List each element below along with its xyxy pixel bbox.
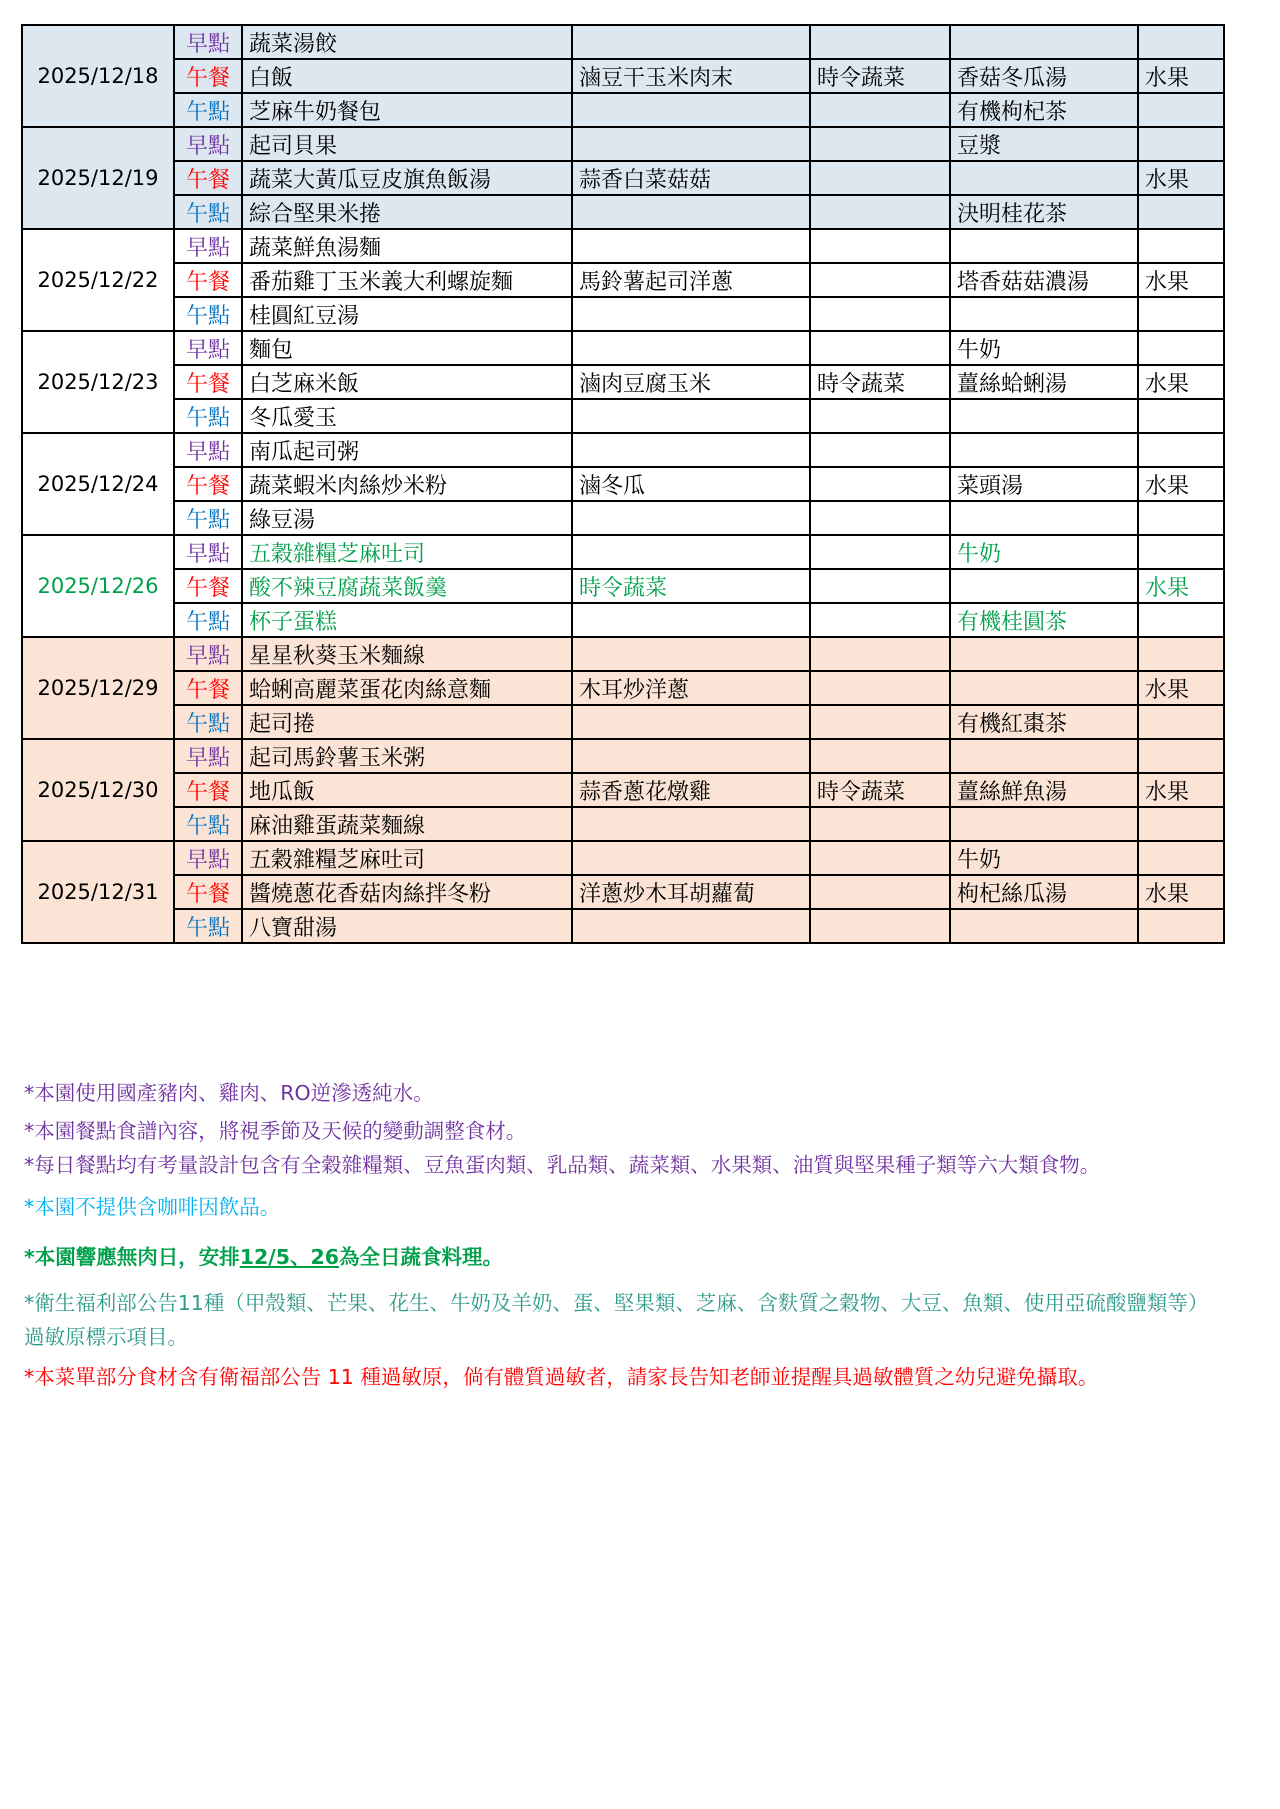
fruit-dish-cell: 水果 — [1138, 263, 1224, 297]
soup-dish-cell — [950, 229, 1138, 263]
table-row — [22, 467, 1224, 501]
fruit-dish-cell — [1138, 841, 1224, 875]
side-dish-cell: 滷冬瓜 — [572, 467, 810, 501]
main-dish-cell: 桂圓紅豆湯 — [242, 297, 572, 331]
veg-dish-cell: 時令蔬菜 — [810, 59, 950, 93]
table-row — [22, 909, 1224, 943]
main-dish-cell: 白飯 — [242, 59, 572, 93]
side-dish-cell: 時令蔬菜 — [572, 569, 810, 603]
fruit-dish-cell — [1138, 807, 1224, 841]
fruit-dish-cell — [1138, 195, 1224, 229]
meal-type-cell: 午點 — [174, 195, 242, 229]
soup-dish-cell: 有機紅棗茶 — [950, 705, 1138, 739]
soup-dish-cell: 薑絲鮮魚湯 — [950, 773, 1138, 807]
table-row — [22, 229, 1224, 263]
fruit-dish-cell: 水果 — [1138, 59, 1224, 93]
veg-dish-cell — [810, 739, 950, 773]
meal-type-cell: 午餐 — [174, 467, 242, 501]
table-row — [22, 25, 1224, 59]
table-row — [22, 807, 1224, 841]
side-dish-cell — [572, 807, 810, 841]
fruit-dish-cell — [1138, 705, 1224, 739]
main-dish-cell: 星星秋葵玉米麵線 — [242, 637, 572, 671]
meal-type-cell: 午餐 — [174, 161, 242, 195]
fruit-dish-cell — [1138, 637, 1224, 671]
soup-dish-cell: 薑絲蛤蜊湯 — [950, 365, 1138, 399]
main-dish-cell: 麵包 — [242, 331, 572, 365]
fruit-dish-cell — [1138, 399, 1224, 433]
side-dish-cell — [572, 603, 810, 637]
table-row — [22, 705, 1224, 739]
main-dish-cell: 五穀雜糧芝麻吐司 — [242, 841, 572, 875]
table-row — [22, 603, 1224, 637]
soup-dish-cell: 塔香菇菇濃湯 — [950, 263, 1138, 297]
side-dish-cell — [572, 127, 810, 161]
fruit-dish-cell — [1138, 127, 1224, 161]
table-row — [22, 263, 1224, 297]
side-dish-cell — [572, 705, 810, 739]
soup-dish-cell — [950, 297, 1138, 331]
note-meatless-day — [24, 1240, 1224, 1274]
soup-dish-cell: 枸杞絲瓜湯 — [950, 875, 1138, 909]
meal-type-cell: 午點 — [174, 93, 242, 127]
side-dish-cell: 木耳炒洋蔥 — [572, 671, 810, 705]
meal-type-cell: 午餐 — [174, 569, 242, 603]
veg-dish-cell — [810, 501, 950, 535]
table-row — [22, 501, 1224, 535]
fruit-dish-cell — [1138, 25, 1224, 59]
veg-dish-cell — [810, 263, 950, 297]
meal-type-cell: 午點 — [174, 909, 242, 943]
meal-type-cell: 午點 — [174, 501, 242, 535]
soup-dish-cell: 豆漿 — [950, 127, 1138, 161]
fruit-dish-cell: 水果 — [1138, 569, 1224, 603]
meal-type-cell: 早點 — [174, 739, 242, 773]
soup-dish-cell — [950, 399, 1138, 433]
note-food-groups: *每日餐點均有考量設計包含有全穀雜糧類、豆魚蛋肉類、乳品類、蔬菜類、水果類、油質與堅果種子類等六大類食物。 — [24, 1153, 1101, 1177]
side-dish-cell — [572, 739, 810, 773]
veg-dish-cell — [810, 229, 950, 263]
soup-dish-cell: 牛奶 — [950, 841, 1138, 875]
note-allergen-warning: *本菜單部分食材含有衛福部公告 11 種過敏原，倘有體質過敏者，請家長告知老師並提醒具過敏體質之幼兒避免攝取。 — [24, 1365, 1099, 1389]
meal-type-cell: 早點 — [174, 637, 242, 671]
note-meatless-dates: 12/5、26 — [239, 1245, 340, 1269]
soup-dish-cell — [950, 671, 1138, 705]
meal-type-cell: 午餐 — [174, 773, 242, 807]
date-cell: 2025/12/19 — [22, 127, 174, 229]
main-dish-cell: 冬瓜愛玉 — [242, 399, 572, 433]
note-meatless-post: 為全日蔬食料理。 — [339, 1245, 504, 1269]
main-dish-cell: 南瓜起司粥 — [242, 433, 572, 467]
side-dish-cell: 蒜香蔥花燉雞 — [572, 773, 810, 807]
side-dish-cell — [572, 841, 810, 875]
menu-table-body — [22, 25, 1224, 943]
veg-dish-cell — [810, 909, 950, 943]
soup-dish-cell — [950, 569, 1138, 603]
fruit-dish-cell — [1138, 501, 1224, 535]
main-dish-cell: 蔬菜大黃瓜豆皮旗魚飯湯 — [242, 161, 572, 195]
veg-dish-cell: 時令蔬菜 — [810, 773, 950, 807]
note-meatless-pre: *本園響應無肉日，安排 — [24, 1245, 240, 1269]
notes-section — [24, 1076, 1224, 1394]
side-dish-cell — [572, 637, 810, 671]
table-row — [22, 399, 1224, 433]
veg-dish-cell — [810, 841, 950, 875]
soup-dish-cell — [950, 739, 1138, 773]
meal-type-cell: 午點 — [174, 297, 242, 331]
meal-type-cell: 早點 — [174, 127, 242, 161]
main-dish-cell: 芝麻牛奶餐包 — [242, 93, 572, 127]
note-caffeine: *本園不提供含咖啡因飲品。 — [24, 1195, 281, 1219]
main-dish-cell: 蛤蜊高麗菜蛋花肉絲意麵 — [242, 671, 572, 705]
meal-type-cell: 早點 — [174, 535, 242, 569]
main-dish-cell: 八寶甜湯 — [242, 909, 572, 943]
fruit-dish-cell: 水果 — [1138, 671, 1224, 705]
meal-type-cell: 午點 — [174, 807, 242, 841]
table-row — [22, 773, 1224, 807]
main-dish-cell: 起司馬鈴薯玉米粥 — [242, 739, 572, 773]
fruit-dish-cell — [1138, 535, 1224, 569]
main-dish-cell: 麻油雞蛋蔬菜麵線 — [242, 807, 572, 841]
soup-dish-cell — [950, 433, 1138, 467]
meal-type-cell: 午餐 — [174, 263, 242, 297]
veg-dish-cell — [810, 569, 950, 603]
side-dish-cell — [572, 25, 810, 59]
main-dish-cell: 起司捲 — [242, 705, 572, 739]
fruit-dish-cell — [1138, 331, 1224, 365]
veg-dish-cell — [810, 93, 950, 127]
fruit-dish-cell: 水果 — [1138, 365, 1224, 399]
veg-dish-cell — [810, 127, 950, 161]
menu-table — [21, 24, 1225, 944]
table-row — [22, 297, 1224, 331]
table-row — [22, 161, 1224, 195]
side-dish-cell — [572, 195, 810, 229]
date-cell: 2025/12/31 — [22, 841, 174, 943]
side-dish-cell: 滷肉豆腐玉米 — [572, 365, 810, 399]
meal-type-cell: 午餐 — [174, 875, 242, 909]
meal-type-cell: 早點 — [174, 433, 242, 467]
table-row — [22, 365, 1224, 399]
side-dish-cell — [572, 535, 810, 569]
side-dish-cell — [572, 399, 810, 433]
fruit-dish-cell: 水果 — [1138, 467, 1224, 501]
soup-dish-cell: 香菇冬瓜湯 — [950, 59, 1138, 93]
veg-dish-cell — [810, 297, 950, 331]
soup-dish-cell: 有機枸杞茶 — [950, 93, 1138, 127]
veg-dish-cell — [810, 603, 950, 637]
side-dish-cell — [572, 93, 810, 127]
soup-dish-cell — [950, 161, 1138, 195]
soup-dish-cell: 牛奶 — [950, 331, 1138, 365]
main-dish-cell: 地瓜飯 — [242, 773, 572, 807]
soup-dish-cell — [950, 637, 1138, 671]
meal-type-cell: 早點 — [174, 25, 242, 59]
fruit-dish-cell — [1138, 229, 1224, 263]
main-dish-cell: 起司貝果 — [242, 127, 572, 161]
meal-type-cell: 早點 — [174, 841, 242, 875]
date-cell: 2025/12/30 — [22, 739, 174, 841]
side-dish-cell — [572, 909, 810, 943]
table-row — [22, 433, 1224, 467]
soup-dish-cell: 決明桂花茶 — [950, 195, 1138, 229]
meal-type-cell: 午餐 — [174, 671, 242, 705]
main-dish-cell: 五穀雜糧芝麻吐司 — [242, 535, 572, 569]
meal-type-cell: 午點 — [174, 399, 242, 433]
note-seasonal: *本園餐點食譜內容，將視季節及天候的變動調整食材。 — [24, 1119, 527, 1143]
veg-dish-cell — [810, 331, 950, 365]
date-cell: 2025/12/18 — [22, 25, 174, 127]
veg-dish-cell — [810, 25, 950, 59]
soup-dish-cell — [950, 807, 1138, 841]
table-row — [22, 331, 1224, 365]
side-dish-cell — [572, 297, 810, 331]
main-dish-cell: 蔬菜湯餃 — [242, 25, 572, 59]
table-row — [22, 59, 1224, 93]
side-dish-cell — [572, 501, 810, 535]
veg-dish-cell — [810, 161, 950, 195]
fruit-dish-cell — [1138, 739, 1224, 773]
veg-dish-cell — [810, 671, 950, 705]
veg-dish-cell: 時令蔬菜 — [810, 365, 950, 399]
fruit-dish-cell — [1138, 433, 1224, 467]
side-dish-cell — [572, 433, 810, 467]
main-dish-cell: 酸不辣豆腐蔬菜飯羹 — [242, 569, 572, 603]
side-dish-cell — [572, 331, 810, 365]
veg-dish-cell — [810, 807, 950, 841]
table-row — [22, 93, 1224, 127]
main-dish-cell: 蔬菜鮮魚湯麵 — [242, 229, 572, 263]
table-row — [22, 535, 1224, 569]
main-dish-cell: 蔬菜蝦米肉絲炒米粉 — [242, 467, 572, 501]
date-cell: 2025/12/29 — [22, 637, 174, 739]
soup-dish-cell — [950, 909, 1138, 943]
veg-dish-cell — [810, 637, 950, 671]
side-dish-cell — [572, 229, 810, 263]
side-dish-cell: 蒜香白菜菇菇 — [572, 161, 810, 195]
meal-type-cell: 早點 — [174, 229, 242, 263]
meal-type-cell: 午餐 — [174, 365, 242, 399]
meal-type-cell: 午點 — [174, 705, 242, 739]
table-row — [22, 569, 1224, 603]
table-row — [22, 637, 1224, 671]
meal-type-cell: 午餐 — [174, 59, 242, 93]
fruit-dish-cell — [1138, 93, 1224, 127]
main-dish-cell: 綜合堅果米捲 — [242, 195, 572, 229]
fruit-dish-cell: 水果 — [1138, 161, 1224, 195]
table-row — [22, 671, 1224, 705]
meal-type-cell: 午點 — [174, 603, 242, 637]
soup-dish-cell: 有機桂圓茶 — [950, 603, 1138, 637]
veg-dish-cell — [810, 433, 950, 467]
fruit-dish-cell: 水果 — [1138, 875, 1224, 909]
side-dish-cell: 滷豆干玉米肉末 — [572, 59, 810, 93]
main-dish-cell: 杯子蛋糕 — [242, 603, 572, 637]
main-dish-cell: 醬燒蔥花香菇肉絲拌冬粉 — [242, 875, 572, 909]
fruit-dish-cell: 水果 — [1138, 773, 1224, 807]
note-allergen-list: *衛生福利部公告11種（甲殼類、芒果、花生、牛奶及羊奶、蛋、堅果類、芝麻、含麩質之穀物、大豆、魚類、使用亞硫酸鹽類等）過敏原標示項目。 — [24, 1291, 1209, 1349]
date-cell: 2025/12/26 — [22, 535, 174, 637]
table-row — [22, 841, 1224, 875]
table-row — [22, 195, 1224, 229]
veg-dish-cell — [810, 705, 950, 739]
table-row — [22, 739, 1224, 773]
veg-dish-cell — [810, 875, 950, 909]
fruit-dish-cell — [1138, 297, 1224, 331]
fruit-dish-cell — [1138, 603, 1224, 637]
soup-dish-cell: 牛奶 — [950, 535, 1138, 569]
main-dish-cell: 綠豆湯 — [242, 501, 572, 535]
table-row — [22, 875, 1224, 909]
main-dish-cell: 白芝麻米飯 — [242, 365, 572, 399]
soup-dish-cell — [950, 501, 1138, 535]
date-cell: 2025/12/24 — [22, 433, 174, 535]
veg-dish-cell — [810, 535, 950, 569]
veg-dish-cell — [810, 467, 950, 501]
date-cell: 2025/12/23 — [22, 331, 174, 433]
main-dish-cell: 番茄雞丁玉米義大利螺旋麵 — [242, 263, 572, 297]
veg-dish-cell — [810, 399, 950, 433]
soup-dish-cell — [950, 25, 1138, 59]
side-dish-cell: 洋蔥炒木耳胡蘿蔔 — [572, 875, 810, 909]
table-row — [22, 127, 1224, 161]
meal-type-cell: 早點 — [174, 331, 242, 365]
fruit-dish-cell — [1138, 909, 1224, 943]
veg-dish-cell — [810, 195, 950, 229]
note-ingredients: *本園使用國產豬肉、雞肉、RO逆滲透純水。 — [24, 1081, 434, 1105]
soup-dish-cell: 菜頭湯 — [950, 467, 1138, 501]
date-cell: 2025/12/22 — [22, 229, 174, 331]
side-dish-cell: 馬鈴薯起司洋蔥 — [572, 263, 810, 297]
